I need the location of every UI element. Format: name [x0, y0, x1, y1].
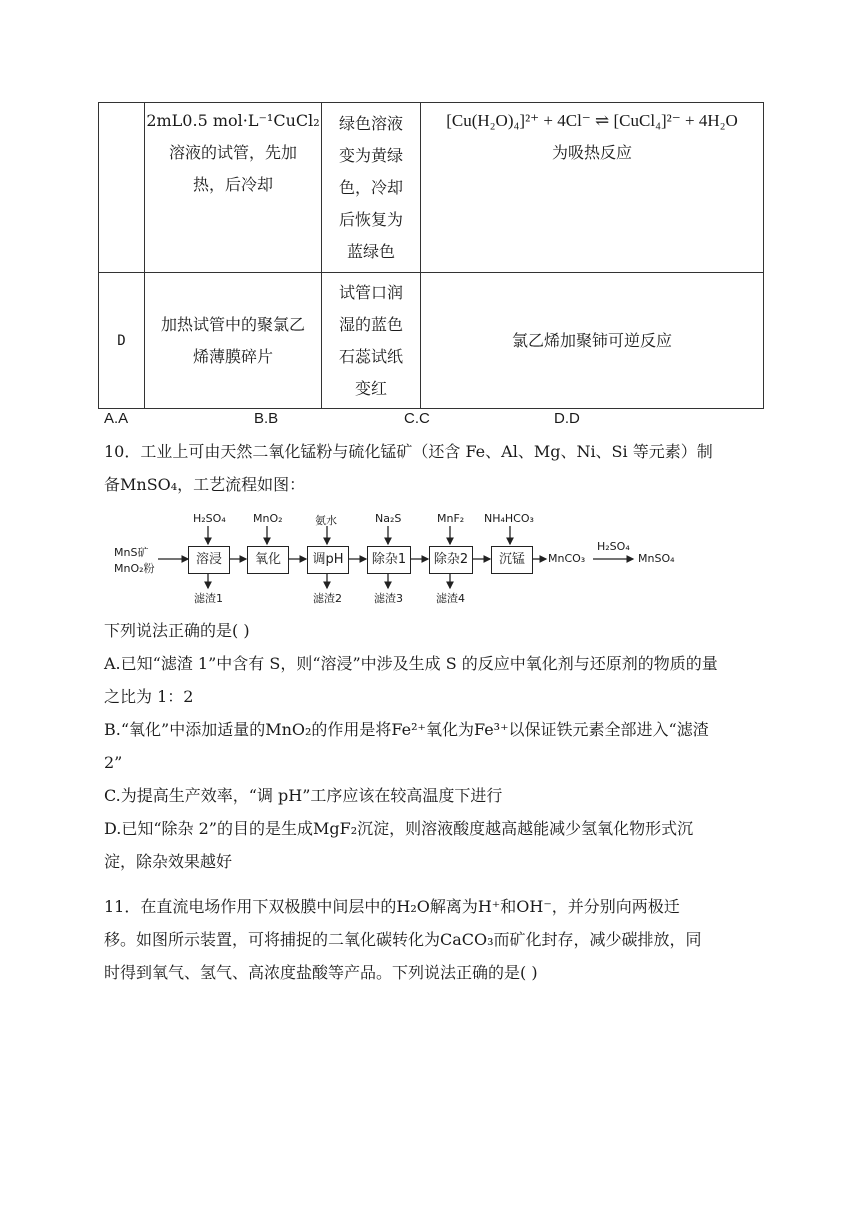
q10-option-d-line1[interactable]: D.已知“除杂 2”的目的是生成MgF₂沉淀，则溶液酸度越高越能减少氢氧化物形式沉 — [104, 819, 694, 838]
step-purify-2: 除杂2 — [429, 546, 473, 574]
final-reagent-h2so4: H₂SO₄ — [597, 540, 630, 553]
q11-stem-line: 11．在直流电场作用下双极膜中间层中的H₂O解离为H⁺和OH⁻，并分别向两极迁 — [104, 897, 680, 916]
q10-stem — [104, 435, 754, 501]
q10-option-b-line1[interactable]: B.“氧化”中添加适量的MnO₂的作用是将Fe²⁺氧化为Fe³⁺以保证铁元素全部进入“滤渣 — [104, 720, 709, 739]
row-c-operation-line: 溶液的试管，先加 — [168, 143, 297, 162]
row-c-operation-line: 热，后冷却 — [192, 175, 273, 194]
reagent-mno2: MnO₂ — [253, 512, 283, 525]
q11-stem-line: 移。如图所示装置，可将捕捉的二氧化碳转化为CaCO₃而矿化封存，减少碳排放，同 — [104, 930, 702, 949]
row-c-label-cell — [99, 103, 145, 273]
q10-stem-line: 10．工业上可由天然二氧化锰粉与硫化锰矿（还含 Fe、Al、Mg、Ni、Si 等元素）制 — [104, 442, 713, 461]
step-purify-1: 除杂1 — [367, 546, 411, 574]
table-row-c — [99, 103, 764, 273]
step-adjust-ph: 调pH — [307, 546, 349, 574]
q10-option-a-line1[interactable]: A.已知“滤渣 1”中含有 S，则“溶浸”中涉及生成 S 的反应中氧化剂与还原剂的物质的量 — [104, 654, 718, 673]
row-d-phenomenon-line: 试管口润 — [338, 282, 403, 302]
residue-3: 滤渣3 — [374, 592, 403, 605]
q10-question: 下列说法正确的是( ) — [104, 621, 250, 640]
row-c-phenomenon-line: 后恢复为 — [338, 209, 403, 229]
row-c-operation — [145, 103, 322, 273]
q11-stem-line: 时得到氧气、氢气、高浓度盐酸等产品。下列说法正确的是( ) — [104, 963, 538, 982]
row-d-label: D — [99, 273, 145, 409]
q9-option-d[interactable]: D.D — [554, 410, 580, 427]
q9-option-c[interactable]: C.C — [404, 410, 430, 427]
table-row-d — [99, 273, 764, 409]
reagent-ammonia: 氨水 — [315, 514, 337, 527]
row-d-conclusion: 氯乙烯加聚铈可逆反应 — [421, 273, 764, 409]
row-d-phenomenon-line: 石蕊试纸 — [338, 346, 403, 366]
row-c-phenomenon-line: 色，冷却 — [338, 177, 403, 197]
q9-option-b[interactable]: B.B — [254, 410, 279, 427]
q10-option-a-line2[interactable]: 之比为 1：2 — [104, 687, 194, 706]
row-d-operation-line: 加热试管中的聚氯乙 — [160, 314, 305, 334]
row-d-phenomenon — [322, 273, 421, 409]
row-d-phenomenon-line: 变红 — [354, 378, 387, 398]
step-oxidation: 氧化 — [247, 546, 289, 574]
reagent-na2s: Na₂S — [375, 512, 402, 525]
row-c-phenomenon — [322, 103, 421, 273]
residue-2: 滤渣2 — [313, 592, 342, 605]
step-precipitate-mn: 沉锰 — [491, 546, 533, 574]
row-d-operation-line: 烯薄膜碎片 — [192, 346, 273, 366]
product-mnso4: MnSO₄ — [638, 552, 675, 565]
q11-stem — [104, 890, 754, 989]
reagent-nh4hco3: NH₄HCO₃ — [484, 512, 534, 525]
row-c-conclusion-text: 为吸热反应 — [551, 143, 632, 162]
row-c-phenomenon-line: 变为黄绿 — [338, 145, 403, 165]
row-c-equation: [Cu(H₂O)₄]²⁺ + 4Cl⁻ ⇌ [CuCl₄]²⁻ + 4H₂O — [446, 111, 738, 130]
feed-mns-ore: MnS矿 — [114, 546, 149, 559]
q10-option-d-line2[interactable]: 淀，除杂效果越好 — [104, 852, 233, 871]
row-c-conclusion — [421, 103, 764, 273]
q10-stem-line: 备MnSO₄，工艺流程如图： — [104, 475, 306, 494]
reagent-h2so4: H₂SO₄ — [193, 512, 226, 525]
product-mnco3: MnCO₃ — [548, 552, 586, 565]
q10-option-c[interactable]: C.为提高生产效率，“调 pH”工序应该在较高温度下进行 — [104, 786, 503, 805]
q10-option-b-line2[interactable]: 2” — [104, 753, 123, 772]
feed-mno2-powder: MnO₂粉 — [114, 562, 155, 575]
row-c-phenomenon-line: 绿色溶液 — [338, 113, 403, 133]
row-c-phenomenon-line: 蓝绿色 — [346, 241, 395, 261]
process-flow-diagram — [108, 510, 708, 610]
experiment-table — [98, 102, 764, 409]
row-d-operation — [145, 273, 322, 409]
residue-1: 滤渣1 — [194, 592, 223, 605]
reagent-mnf2: MnF₂ — [437, 512, 465, 525]
q9-option-a[interactable]: A.A — [104, 410, 129, 427]
q10-body — [104, 614, 754, 878]
row-c-operation-line: 2mL0.5 mol·L⁻¹CuCl₂ — [146, 111, 320, 130]
step-leaching: 溶浸 — [188, 546, 230, 574]
row-d-phenomenon-line: 湿的蓝色 — [338, 314, 403, 334]
residue-4: 滤渣4 — [436, 592, 465, 605]
